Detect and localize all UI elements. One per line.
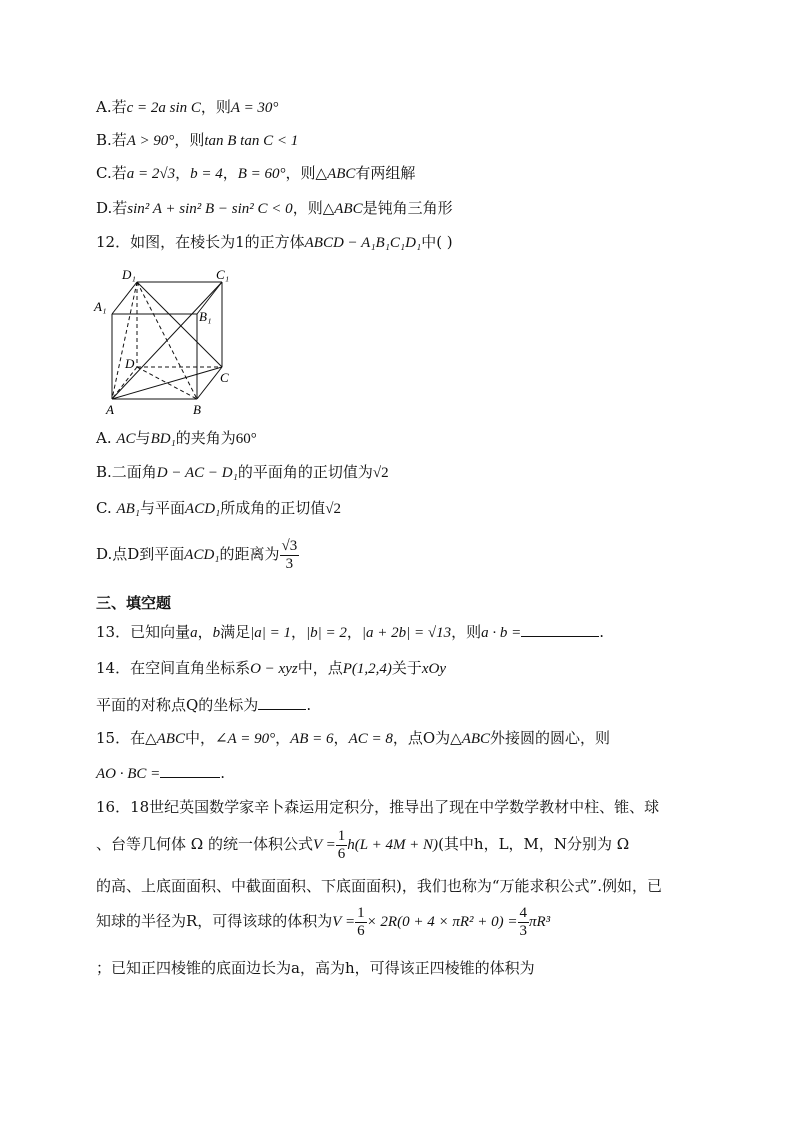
q16-line4 [96, 903, 550, 940]
text: 13．已知向量 [96, 623, 191, 641]
math: △ABC [145, 731, 185, 747]
math: BD₁ [150, 431, 176, 447]
numerator: 4 [519, 904, 527, 921]
math-triangle: △ABC [322, 201, 363, 217]
label-d1: D₁ [122, 267, 136, 282]
text: ，则 [285, 164, 316, 182]
math: O − xyz [250, 661, 298, 677]
label-a: A [106, 402, 114, 416]
math: ACD₁ [185, 501, 221, 517]
math-result: A = 30° [230, 100, 279, 116]
text: 中( ) [421, 233, 453, 251]
text: 15．在 [96, 729, 146, 747]
option-prefix: C. [96, 499, 117, 517]
math-a: a = 2√3 [126, 166, 176, 182]
q13: 13．已知向量a，b满足|a| = 1，|b| = 2，|a + 2b| = √13，则a · b = . [96, 623, 605, 641]
math-condition: sin² A + sin² B − sin² C < 0 [127, 201, 293, 217]
label-a1: A₁ [94, 299, 107, 314]
math: a · b = [481, 625, 522, 641]
q11-option-d [96, 197, 453, 220]
option-prefix: B.二面角 [96, 463, 157, 481]
text: 与平面 [140, 499, 186, 517]
q16-line2 [96, 826, 629, 863]
text: 是钝角三角形 [362, 199, 453, 217]
option-prefix: D.点D到平面 [96, 545, 185, 563]
option-prefix: A. [96, 429, 117, 447]
vector-b: b [212, 625, 221, 641]
q14-line1 [96, 657, 446, 680]
q12-option-c [96, 497, 341, 520]
q11-option-b [96, 129, 298, 152]
option-prefix: C.若 [96, 164, 127, 182]
option-prefix: B.若 [96, 131, 127, 149]
text: ， [197, 623, 213, 641]
text: 14．在空间直角坐标系 [96, 659, 251, 677]
math: AB = 6 [290, 731, 334, 747]
math: ACD₁ [184, 547, 220, 563]
q12-option-a [96, 427, 257, 450]
math: xOy [421, 661, 447, 677]
math: |b| = 2 [306, 625, 347, 641]
math-result: tan B tan C < 1 [204, 133, 299, 149]
q16-line3: 的高、上底面面积、中截面面积、下底面面积)，我们也称为“万能求积公式”.例如，已 [96, 877, 662, 895]
q12-stem [96, 231, 453, 254]
q15-line2 [96, 762, 225, 785]
fraction [355, 905, 367, 940]
math-triangle: △ABC [315, 166, 356, 182]
fraction [336, 828, 348, 863]
q16-line1: 16．18世纪英国数学家辛卜森运用定积分，推导出了现在中学数学教材中柱、锥、球 [96, 798, 660, 816]
text: 的距离为 [219, 545, 280, 563]
numerator: √3 [281, 537, 298, 554]
text: 知球的半径为R，可得该球的体积为 [96, 912, 333, 930]
label-b1: B₁ [199, 309, 212, 324]
text: ，则 [200, 98, 231, 116]
text: 中， [184, 729, 215, 747]
text: 的平面角的正切值为 [237, 463, 373, 481]
fraction [518, 905, 530, 940]
label-c1: C₁ [216, 267, 230, 282]
math: h(L + 4M + N) [347, 837, 439, 853]
text: 满足 [220, 623, 251, 641]
math: |a + 2b| = √13 [361, 625, 452, 641]
text: 所成角的正切值 [220, 499, 326, 517]
text: . [220, 764, 226, 782]
text: 平面的对称点Q的坐标为 [96, 696, 259, 714]
text: . [306, 696, 312, 714]
text: 与 [135, 429, 151, 447]
math: △ABC [450, 731, 491, 747]
math: ∠A = 90° [214, 731, 276, 747]
math: × 2R(0 + 4 × πR² + 0) = [366, 914, 518, 930]
math-condition: c = 2a sin C [126, 100, 201, 116]
q16-line5: ；已知正四棱锥的底面边长为a，高为h，可得该正四棱锥的体积为 [96, 959, 535, 977]
text: 的夹角为 [175, 429, 236, 447]
option-prefix: D.若 [96, 199, 128, 217]
q15-line1: 15．在△ABC中，∠A = 90°，AB = 6，AC = 8，点O为△ABC外接圆的圆心，则 [96, 729, 611, 747]
denominator: 3 [285, 555, 294, 572]
text: ，点O为 [392, 729, 451, 747]
text: (其中h，L，M，N分别为 Ω [438, 835, 630, 853]
q11-option-c: C.若a = 2√3，b = 4，B = 60°，则△ABC有两组解 [96, 164, 416, 182]
numerator: 1 [357, 904, 365, 921]
math: AO · BC = [96, 766, 161, 782]
math: AC = 8 [348, 731, 393, 747]
math-value: 60° [235, 431, 257, 447]
option-prefix: A.若 [96, 98, 127, 116]
math-b: b = 4 [190, 166, 223, 182]
answer-blank[interactable] [258, 695, 306, 710]
math-angle-b: B = 60° [237, 166, 286, 182]
math: πR³ [529, 914, 551, 930]
q12-option-d [96, 536, 299, 573]
text: 外接圆的圆心，则 [490, 729, 611, 747]
q12-option-b [96, 461, 389, 484]
math: V = [332, 914, 356, 930]
text: ，则 [451, 623, 482, 641]
math: V = [312, 837, 336, 853]
text: 中，点 [297, 659, 343, 677]
text: 12．如图，在棱长为1的正方体 [96, 233, 305, 251]
text: ，则 [292, 199, 323, 217]
section-title: 三、填空题 [96, 594, 172, 612]
label-c: C [220, 370, 229, 385]
text: 、台等几何体 Ω 的统一体积公式 [96, 835, 313, 853]
label-d: D [125, 356, 135, 371]
math: D − AC − D₁ [156, 465, 238, 481]
numerator: 1 [337, 827, 346, 844]
math: AB₁ [116, 501, 141, 517]
cube-figure [92, 264, 242, 416]
fraction [280, 538, 300, 573]
math-condition: A > 90° [126, 133, 175, 149]
answer-blank[interactable] [521, 622, 599, 637]
label-b: B [193, 402, 201, 416]
text: ，则 [174, 131, 205, 149]
math: |a| = 1 [250, 625, 291, 641]
math-value: √2 [325, 501, 342, 517]
math-value: √2 [372, 465, 389, 481]
denominator: 6 [337, 845, 346, 862]
text: . [599, 623, 605, 641]
math: P(1,2,4) [342, 661, 392, 677]
denominator: 3 [519, 922, 527, 939]
vector-a: a [190, 625, 198, 641]
answer-blank[interactable] [160, 763, 220, 778]
q11-option-a [96, 96, 278, 119]
math: AC [116, 431, 136, 447]
denominator: 6 [357, 922, 365, 939]
text: 有两组解 [355, 164, 416, 182]
q14-line2 [96, 694, 311, 716]
math-cube: ABCD − A₁B₁C₁D₁ [304, 235, 422, 251]
text: 关于 [391, 659, 422, 677]
